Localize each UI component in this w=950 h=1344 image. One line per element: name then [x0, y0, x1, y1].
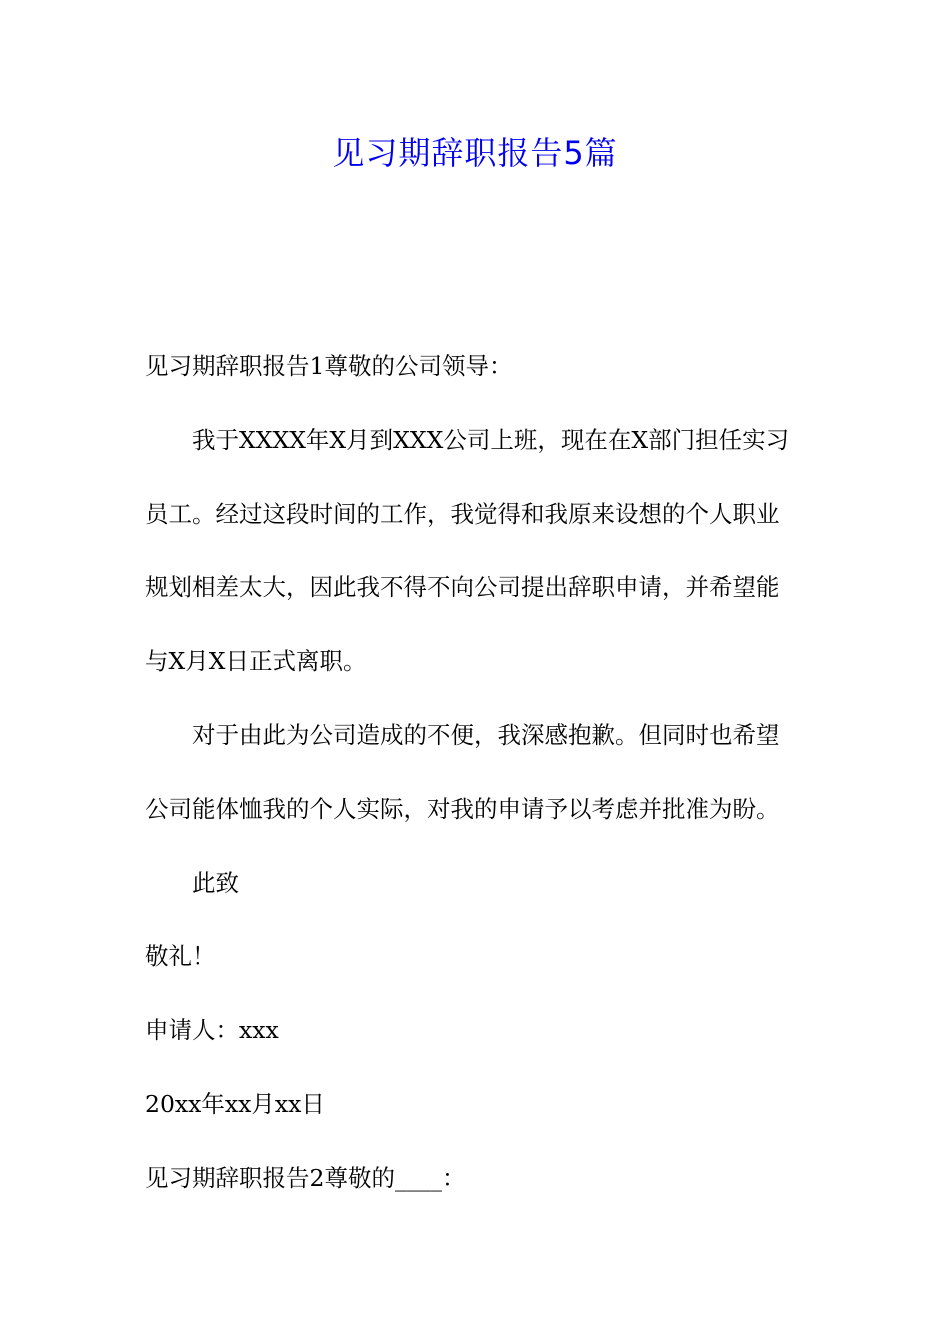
salutation-line: 敬礼！ [145, 942, 216, 971]
report-2-heading: 见习期辞职报告2尊敬的____： [145, 1163, 466, 1192]
date-line: 20xx年xx月xx日 [145, 1089, 325, 1118]
document-title: 见习期辞职报告5篇 [332, 134, 618, 172]
paragraph-line: 与X月X日正式离职。 [145, 647, 367, 676]
applicant-line: 申请人：xxx [145, 1016, 279, 1045]
report-1-heading: 见习期辞职报告1尊敬的公司领导： [145, 352, 513, 380]
document-body [145, 330, 805, 1216]
paragraph-line: 规划相差太大，因此我不得不向公司提出辞职申请，并希望能 [145, 573, 780, 602]
paragraph-line: 我于XXXX年X月到XXX公司上班，现在在X部门担任实习 [192, 425, 790, 454]
paragraph-line: 员工。经过这段时间的工作，我觉得和我原来设想的个人职业 [145, 499, 780, 528]
paragraph-line: 公司能体恤我的个人实际，对我的申请予以考虑并批准为盼。 [145, 794, 780, 823]
closing-line: 此致 [192, 868, 239, 897]
paragraph-line: 对于由此为公司造成的不便，我深感抱歉。但同时也希望 [192, 720, 780, 749]
